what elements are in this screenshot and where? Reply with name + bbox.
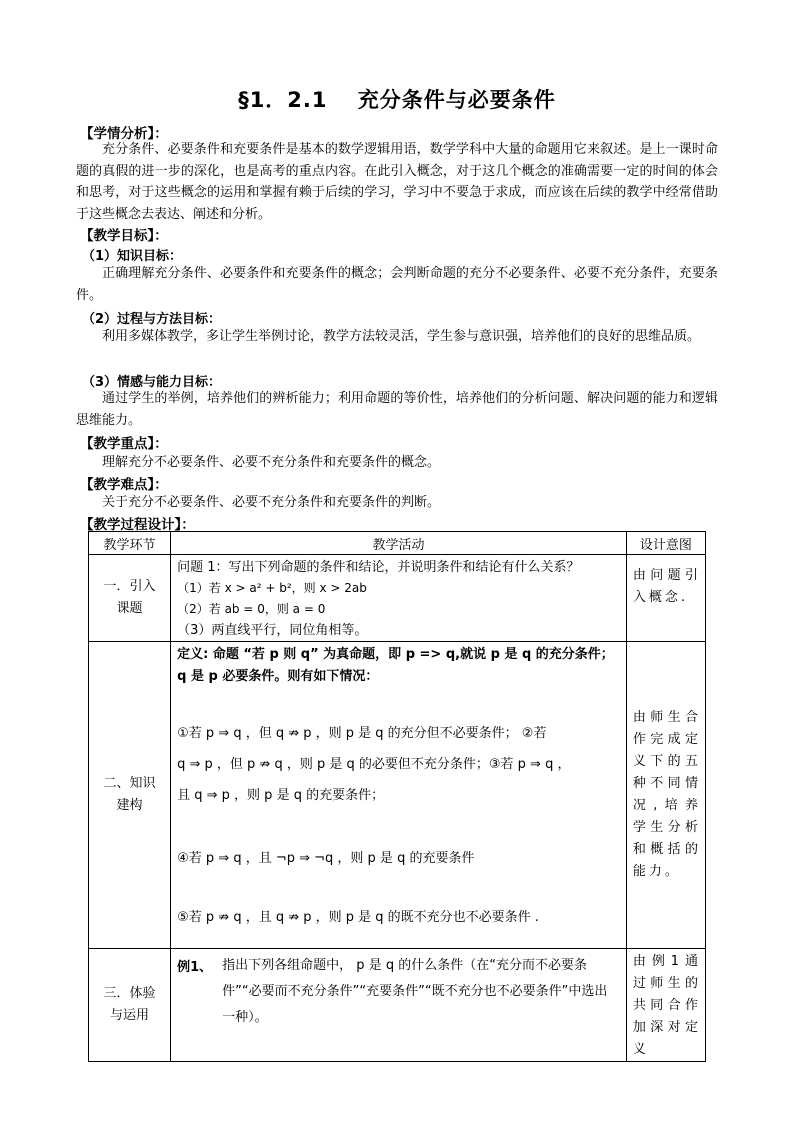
key-points-text: 理解充分不必要条件、必要不充分条件和充要条件的概念。 <box>102 455 441 470</box>
example-label: 例1、 <box>177 960 213 975</box>
case-line: q ⇒ p ，但 p ⇏ q ，则 p 是 q 的必要但不充分条件；③若 p ⇒ q ， <box>177 757 571 772</box>
goals-heading: 【教学目标】： <box>80 228 168 244</box>
process-goal-heading: （2）过程与方法目标： <box>82 312 222 327</box>
activity-cell <box>171 555 627 642</box>
question-item: （2）若 ab = 0，则 a = 0 <box>177 602 326 616</box>
page-title: §1．2.1 充分条件与必要条件 <box>238 88 556 112</box>
emotion-goal-heading: （3）情感与能力目标： <box>82 375 222 390</box>
stage-cell: 三．体验与运用 <box>89 949 171 1062</box>
emotion-goal-text: 通过学生的举例，培养他们的辨析能力；利用命题的等价性，培养他们的分析问题、解决问题的能力和逻辑思维能力。 <box>76 391 718 428</box>
case-line: ⑤若 p ⇏ q ，且 q ⇏ p ，则 p 是 q 的既不充分也不必要条件 . <box>177 910 539 925</box>
key-points-heading: 【教学重点】： <box>80 436 168 452</box>
case-line: ①若 p ⇒ q ，但 q ⇏ p ，则 p 是 q 的充分但不必要条件； ②若 <box>177 726 547 741</box>
case-line: ④若 p ⇒ q ，且 ¬p ⇒ ¬q ，则 p 是 q 的充要条件 <box>177 851 475 866</box>
case-line: 且 q ⇒ p ，则 p 是 q 的充要条件； <box>177 788 385 803</box>
design-cell: 由例1通过师生的共同合作加深对定义 <box>626 949 705 1062</box>
header-stage: 教学环节 <box>89 532 171 555</box>
question-text: 问题 1：写出下列命题的条件和结论，并说明条件和结论有什么关系？ <box>177 560 580 575</box>
difficulties-heading: 【教学难点】： <box>80 477 168 493</box>
table-header-row <box>89 532 706 555</box>
table-row <box>89 555 706 642</box>
header-activity: 教学活动 <box>171 532 627 555</box>
difficulties-text: 关于充分不必要条件、必要不充分条件和充要条件的判断。 <box>102 495 441 510</box>
knowledge-goal-heading: （1）知识目标： <box>82 249 183 264</box>
table-row <box>89 642 706 949</box>
lesson-process-table <box>88 531 706 1062</box>
analysis-heading: 【学情分析】： <box>80 126 168 142</box>
question-item: （3）两直线平行，同位角相等。 <box>177 623 368 638</box>
process-design-heading: 【教学过程设计】： <box>80 517 195 533</box>
header-design: 设计意图 <box>626 532 705 555</box>
example-text: 指出下列各组命题中， p 是 q 的什么条件（在“充分而不必要条件”“必要而不充分条件”“充要条件”“既不充分也不必要条件”中选出一种）。 <box>222 958 608 1025</box>
process-goal-text: 利用多媒体教学，多让学生举例讨论，教学方法较灵活，学生参与意识强，培养他们的良好的思维品质。 <box>102 329 701 344</box>
question-item: （1）若 x > a² + b²，则 x > 2ab <box>177 581 367 595</box>
stage-cell: 二、知识建构 <box>89 642 171 949</box>
knowledge-goal-text: 正确理解充分条件、必要条件和充要条件的概念；会判断命题的充分不必要条件、必要不充分条件，充要条件。 <box>76 266 718 303</box>
stage-cell: 一．引入课题 <box>89 555 171 642</box>
activity-cell <box>171 642 627 949</box>
activity-cell <box>171 949 627 1062</box>
table-row <box>89 949 706 1062</box>
design-cell: 由问题引入概念. <box>626 555 705 642</box>
analysis-text: 充分条件、必要条件和充要条件是基本的数学逻辑用语，数学学科中大量的命题用它来叙述。是上一课时命题的真假的进一步的深化，也是高考的重点内容。在此引入概念，对于这几个概念的准确需要一定的时间的体会和思考，对于这些概念的运用和掌握有赖于后续的学习，学习中不要急于求成，而应该在后续的教学中经常借助于这些概念去表达、阐述和分析。 <box>76 142 718 222</box>
design-cell: 由师生合作完成定义下的五种不同情况,培养学生分析和概括的能力。 <box>626 642 705 949</box>
definition-text: 定义: 命题 “若 p 则 q” 为真命题，即 p => q,就说 p 是 q 的充分条件；q 是 p 必要条件。则有如下情况： <box>177 647 614 684</box>
